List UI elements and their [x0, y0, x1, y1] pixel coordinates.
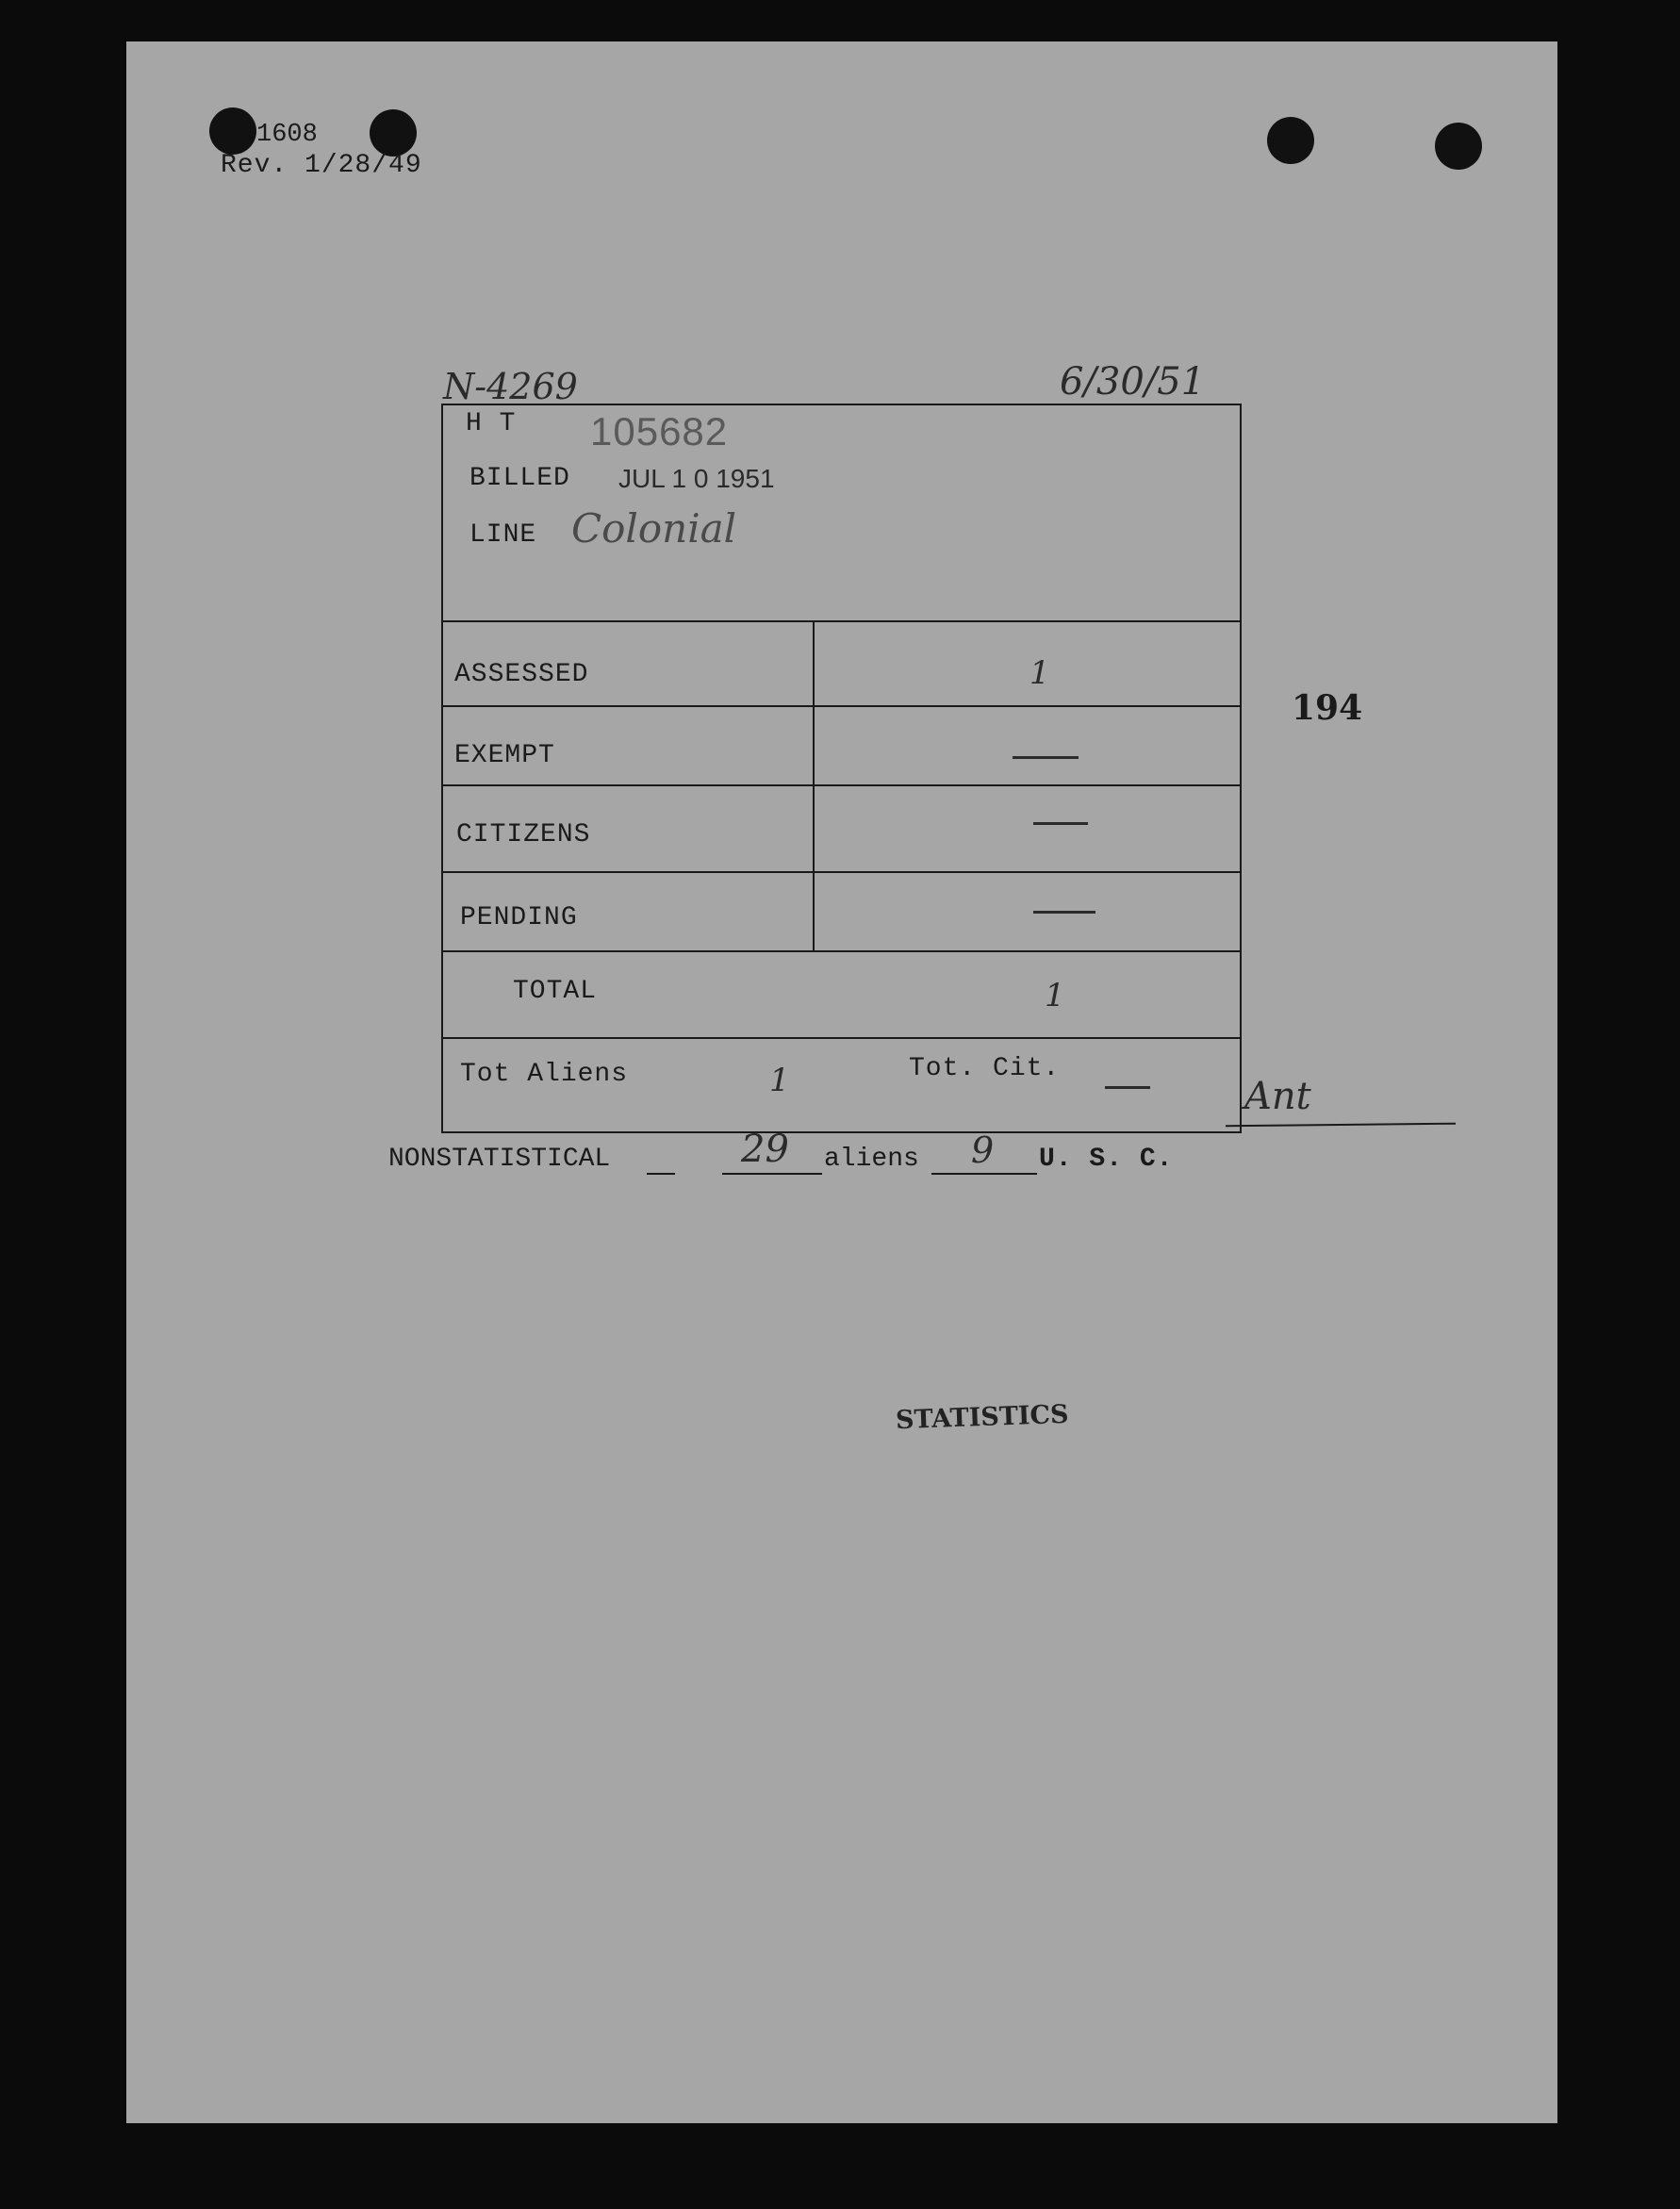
punch-hole — [370, 109, 417, 157]
line-label: LINE — [469, 520, 537, 550]
tot-aliens-label: Tot Aliens — [460, 1060, 629, 1089]
date: 6/30/51 — [1060, 360, 1206, 404]
exempt-value-dash — [1013, 756, 1079, 759]
ht-number: 105682 — [590, 409, 729, 453]
tot-cit-label: Tot. Cit. — [909, 1054, 1061, 1083]
punch-hole — [1435, 123, 1482, 170]
form-number: 1608 — [256, 121, 318, 149]
nonstatistical-usc-label: U. S. C. — [1039, 1145, 1174, 1174]
pending-value-dash — [1033, 911, 1095, 914]
citizens-value-dash — [1033, 822, 1088, 825]
total-value: 1 — [1045, 977, 1065, 1014]
tot-cit-value-dash — [1105, 1086, 1150, 1089]
file-number: N-4269 — [443, 366, 578, 407]
initials: Ant — [1244, 1075, 1311, 1118]
nonstatistical-aliens-label: aliens — [824, 1145, 919, 1174]
citizens-label: CITIZENS — [456, 820, 591, 849]
total-label: TOTAL — [513, 977, 598, 1006]
assessed-label: ASSESSED — [454, 660, 589, 689]
line-value: Colonial — [571, 505, 737, 552]
nonstatistical-aliens-count: 29 — [741, 1128, 789, 1171]
nonstatistical-usc-count: 9 — [971, 1129, 995, 1171]
tot-aliens-value: 1 — [769, 1062, 790, 1099]
assessed-value: 1 — [1029, 654, 1050, 692]
pending-label: PENDING — [460, 903, 578, 932]
ht-label: H T — [466, 409, 517, 438]
margin-number: 194 — [1292, 688, 1363, 728]
statistics-stamp: STATISTICS — [895, 1399, 1070, 1436]
punch-hole — [1267, 117, 1314, 164]
nonstatistical-label: NONSTATISTICAL — [388, 1145, 611, 1174]
punch-hole — [209, 107, 256, 155]
exempt-label: EXEMPT — [454, 741, 555, 770]
statistics-form-box — [441, 404, 1242, 1133]
billed-label: BILLED — [469, 464, 570, 493]
form-revision: Rev. 1/28/49 — [221, 151, 422, 180]
billed-date: JUL 1 0 1951 — [618, 464, 775, 493]
